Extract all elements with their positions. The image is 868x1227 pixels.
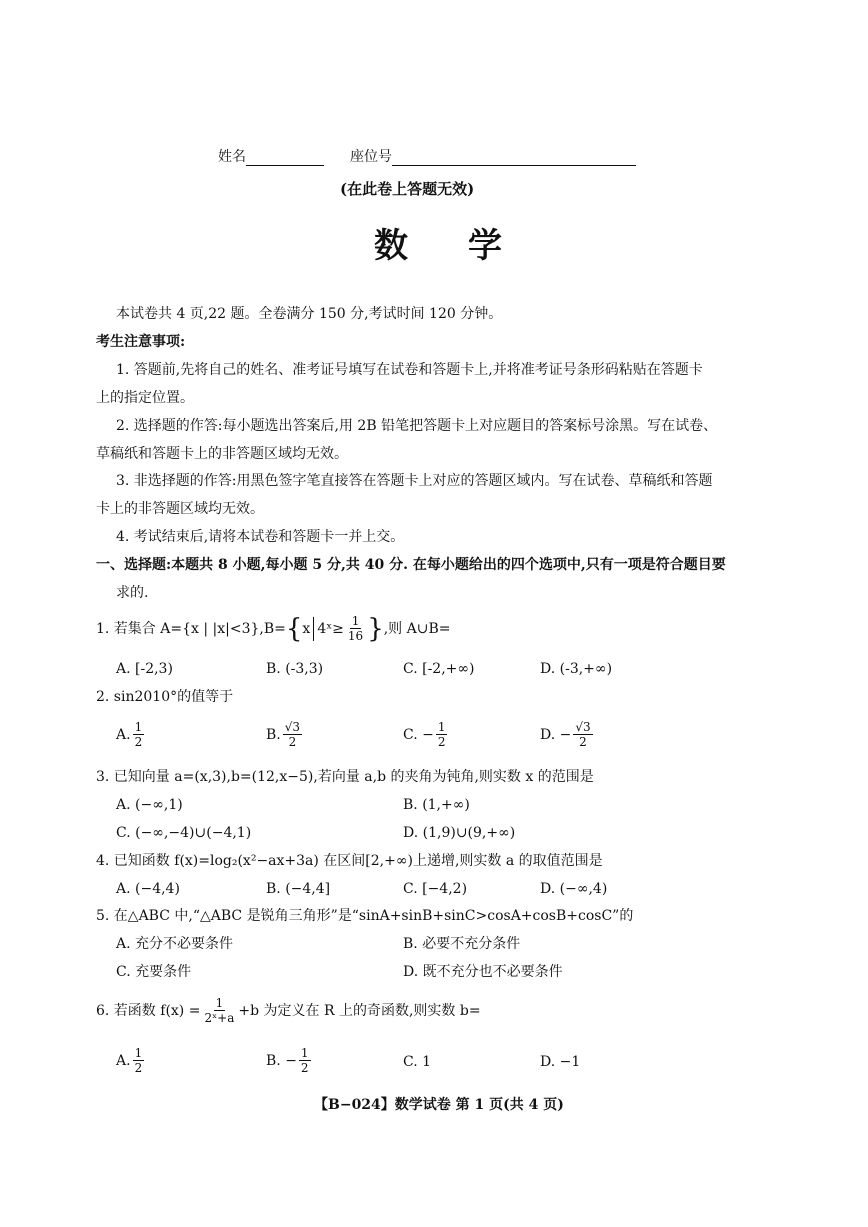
q2-option-c (403, 720, 449, 749)
q4-option-c: C. [−4,2) (403, 881, 468, 897)
q1-brace-open: { (285, 613, 303, 644)
q3-option-d: D. (1,9)∪(9,+∞) (403, 825, 516, 841)
q6-prefix: 6. 若函数 f(x) = (96, 1002, 201, 1019)
q1-option-c: C. [-2,+∞) (403, 661, 475, 677)
q2-d-frac (573, 720, 592, 749)
q6-suffix: +b 为定义在 R 上的奇函数,则实数 b= (238, 1002, 481, 1019)
invalid-note: (在此卷上答题无效) (340, 180, 475, 198)
q2-d-den: 2 (579, 735, 587, 749)
seat-field (350, 148, 636, 166)
seat-blank (392, 149, 636, 166)
q4-option-d: D. (−∞,4) (540, 881, 608, 897)
q3-option-c: C. (−∞,−4)∪(−4,1) (116, 825, 252, 841)
section1-heading-b: 求的. (116, 585, 149, 601)
name-label: 姓名 (218, 149, 246, 165)
q1-suffix: ,则 A∪B= (383, 620, 451, 637)
q2-a-den: 2 (134, 735, 143, 749)
intro-text: 本试卷共 4 页,22 题。全卷满分 150 分,考试时间 120 分钟。 (116, 306, 503, 322)
q1-cond: 4ˣ≥ (317, 620, 344, 637)
q5-option-c: C. 充要条件 (116, 964, 192, 980)
notice-item-1a: 1. 答题前,先将自己的姓名、准考证号填写在试卷和答题卡上,并将准考证号条形码粘贴在答题卡 (116, 362, 703, 378)
notice-item-3b: 卡上的非答题区域均无效。 (96, 501, 264, 517)
q2-a-frac (133, 720, 145, 749)
q2-c-label: C. − (403, 726, 434, 743)
notice-item-4: 4. 考试结束后,请将本试卷和答题卡一并上交。 (116, 529, 405, 545)
q2-stem: 2. sin2010°的值等于 (96, 689, 234, 705)
q2-option-a (116, 720, 146, 749)
q1-stem (96, 614, 451, 643)
q6-option-d: D. −1 (540, 1054, 581, 1070)
q6-frac-den: 2ˣ+a (204, 1011, 235, 1025)
q6-a-num: 1 (134, 1046, 143, 1060)
q5-option-a: A. 充分不必要条件 (116, 936, 234, 952)
page-title: 数学 (374, 226, 562, 266)
q6-frac-num: 1 (215, 996, 224, 1010)
q6-frac (202, 996, 236, 1025)
q6-a-frac (133, 1046, 145, 1075)
q2-a-label: A. (116, 726, 131, 743)
q6-a-label: A. (116, 1052, 131, 1069)
q6-b-label: B. − (266, 1052, 297, 1069)
q5-stem: 5. 在△ABC 中,“△ABC 是锐角三角形”是“sinA+sinB+sinC>cosA+cosB+cosC”的 (96, 908, 634, 924)
q2-b-frac (283, 720, 302, 749)
q2-b-den: 2 (288, 735, 297, 749)
q2-a-num: 1 (134, 720, 143, 734)
q6-option-a (116, 1046, 146, 1075)
q3-stem: 3. 已知向量 a=(x,3),b=(12,x−5),若向量 a,b 的夹角为钝角,则实数 x 的范围是 (96, 769, 594, 785)
q6-a-den: 2 (134, 1061, 143, 1075)
q1-option-a: A. [-2,3) (116, 661, 173, 677)
notice-item-1b: 上的指定位置。 (96, 390, 194, 406)
q2-option-d (540, 720, 595, 749)
q2-b-num: √3 (284, 720, 301, 734)
q2-c-num: 1 (437, 720, 446, 734)
notice-item-3a: 3. 非选择题的作答:用黑色签字笔直接答在答题卡上对应的答题区域内。写在试卷、草稿纸和答题 (116, 473, 713, 489)
q5-option-b: B. 必要不充分条件 (403, 936, 521, 952)
q1-brace-close: } (367, 613, 384, 644)
q2-c-den: 2 (437, 735, 446, 749)
notice-heading: 考生注意事项: (96, 334, 186, 350)
q6-b-num: 1 (300, 1046, 309, 1060)
q2-b-label: B. (266, 726, 281, 743)
q1-prefix: 1. 若集合 A={x | |x|<3},B= (96, 620, 286, 637)
page-footer: 【B−024】数学试卷 第 1 页(共 4 页) (314, 1097, 564, 1113)
q1-frac-den: 16 (347, 629, 364, 643)
q1-set-var: x (302, 620, 311, 637)
q6-stem (96, 996, 481, 1025)
name-blank (246, 149, 324, 166)
q6-b-frac (299, 1046, 311, 1075)
q2-c-frac (436, 720, 448, 749)
section1-heading-a: 一、选择题:本题共 8 小题,每小题 5 分,共 40 分. 在每小题给出的四个选项中,只有一项是符合题目要 (96, 557, 726, 573)
q1-set-bar (313, 617, 314, 641)
q1-option-d: D. (-3,+∞) (540, 661, 613, 677)
q1-option-b: B. (-3,3) (266, 661, 324, 677)
q4-option-a: A. (−4,4) (116, 881, 180, 897)
q1-frac (346, 614, 365, 643)
q4-stem: 4. 已知函数 f(x)=log₂(x²−ax+3a) 在区间[2,+∞)上递增,则实数 a 的取值范围是 (96, 853, 603, 869)
notice-item-2a: 2. 选择题的作答:每小题选出答案后,用 2B 铅笔把答题卡上对应题目的答案标号涂黑。写在试卷、 (116, 418, 718, 434)
q5-option-d: D. 既不充分也不必要条件 (403, 964, 563, 980)
notice-item-2b: 草稿纸和答题卡上的非答题区域均无效。 (96, 446, 348, 462)
seat-label: 座位号 (350, 149, 392, 165)
q3-option-a: A. (−∞,1) (116, 797, 183, 813)
q2-d-num: √3 (575, 720, 591, 734)
q2-d-label: D. − (540, 726, 572, 743)
q6-option-c: C. 1 (403, 1054, 432, 1070)
q1-frac-num: 1 (351, 614, 360, 628)
q4-option-b: B. (−4,4] (266, 881, 331, 897)
q6-b-den: 2 (300, 1061, 309, 1075)
q6-option-b (266, 1046, 313, 1075)
q3-option-b: B. (1,+∞) (403, 797, 470, 813)
q2-option-b (266, 720, 304, 749)
name-field (218, 148, 324, 166)
